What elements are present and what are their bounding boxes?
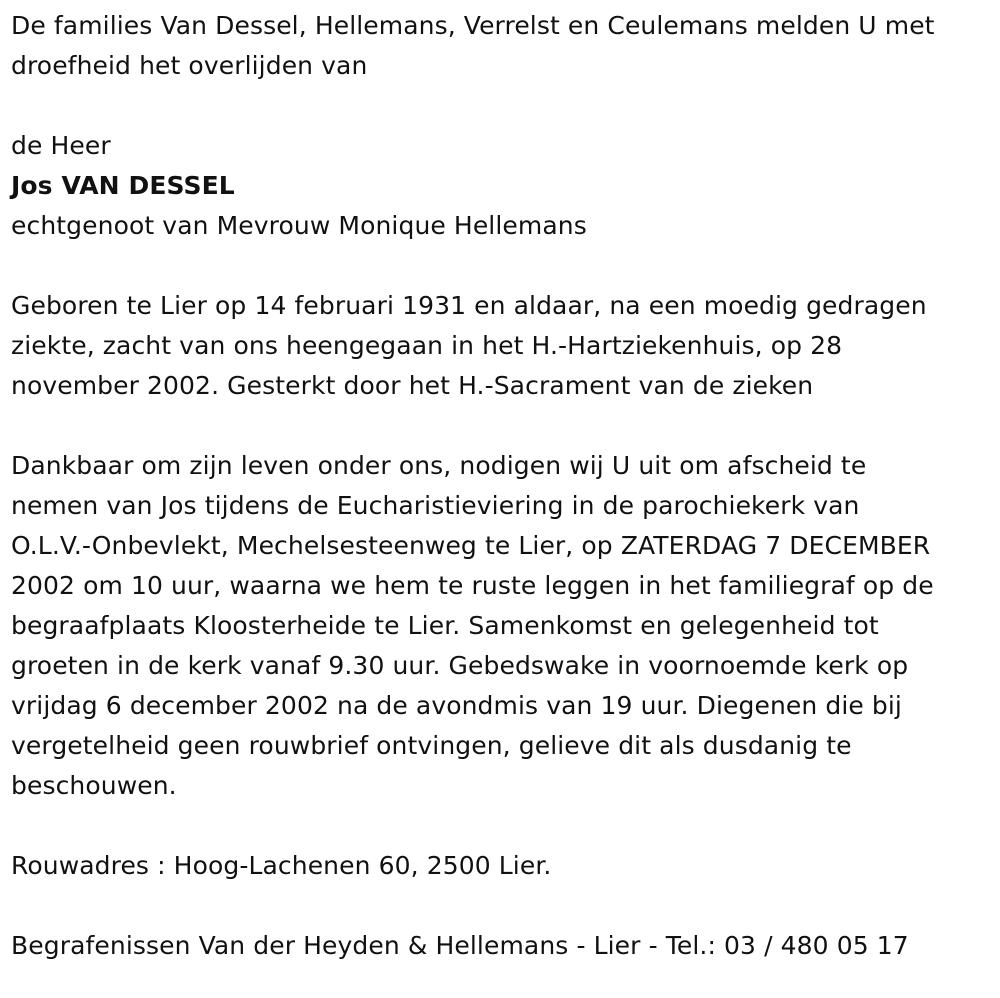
funeral-line: beschouwen.: [11, 771, 177, 800]
spacer: [11, 86, 991, 126]
funeral-line: vrijdag 6 december 2002 na de avondmis van 19 uur. Diegenen die bij: [11, 691, 902, 720]
spacer: [11, 886, 991, 926]
funeral-line: Dankbaar om zijn leven onder ons, nodigen wij U uit om afscheid te: [11, 451, 867, 480]
intro-line: De families Van Dessel, Hellemans, Verrelst en Ceulemans melden U met: [11, 11, 935, 40]
funeral-line: begraafplaats Kloosterheide te Lier. Samenkomst en gelegenheid tot: [11, 611, 879, 640]
deceased-name: Jos VAN DESSEL: [11, 171, 235, 200]
spouse-line: echtgenoot van Mevrouw Monique Hellemans: [11, 211, 587, 240]
birth-line: Geboren te Lier op 14 februari 1931 en aldaar, na een moedig gedragen: [11, 291, 927, 320]
death-notice: [11, 6, 991, 966]
funeral-line: 2002 om 10 uur, waarna we hem te ruste leggen in het familiegraf op de: [11, 571, 934, 600]
undertaker-line: Begrafenissen Van der Heyden & Hellemans - Lier - Tel.: 03 / 480 05 17: [11, 931, 909, 960]
birth-line: november 2002. Gesterkt door het H.-Sacrament van de zieken: [11, 371, 814, 400]
spacer: [11, 246, 991, 286]
spacer: [11, 806, 991, 846]
intro-line: droefheid het overlijden van: [11, 51, 368, 80]
funeral-line: groeten in de kerk vanaf 9.30 uur. Gebedswake in voornoemde kerk op: [11, 651, 909, 680]
funeral-line: nemen van Jos tijdens de Eucharistieviering in de parochiekerk van: [11, 491, 860, 520]
deceased-title: de Heer: [11, 131, 111, 160]
birth-line: ziekte, zacht van ons heengegaan in het H.-Hartziekenhuis, op 28: [11, 331, 843, 360]
mourning-address: Rouwadres : Hoog-Lachenen 60, 2500 Lier.: [11, 851, 552, 880]
funeral-line: O.L.V.-Onbevlekt, Mechelsesteenweg te Lier, op ZATERDAG 7 DECEMBER: [11, 531, 931, 560]
funeral-line: vergetelheid geen rouwbrief ontvingen, gelieve dit als dusdanig te: [11, 731, 852, 760]
spacer: [11, 406, 991, 446]
